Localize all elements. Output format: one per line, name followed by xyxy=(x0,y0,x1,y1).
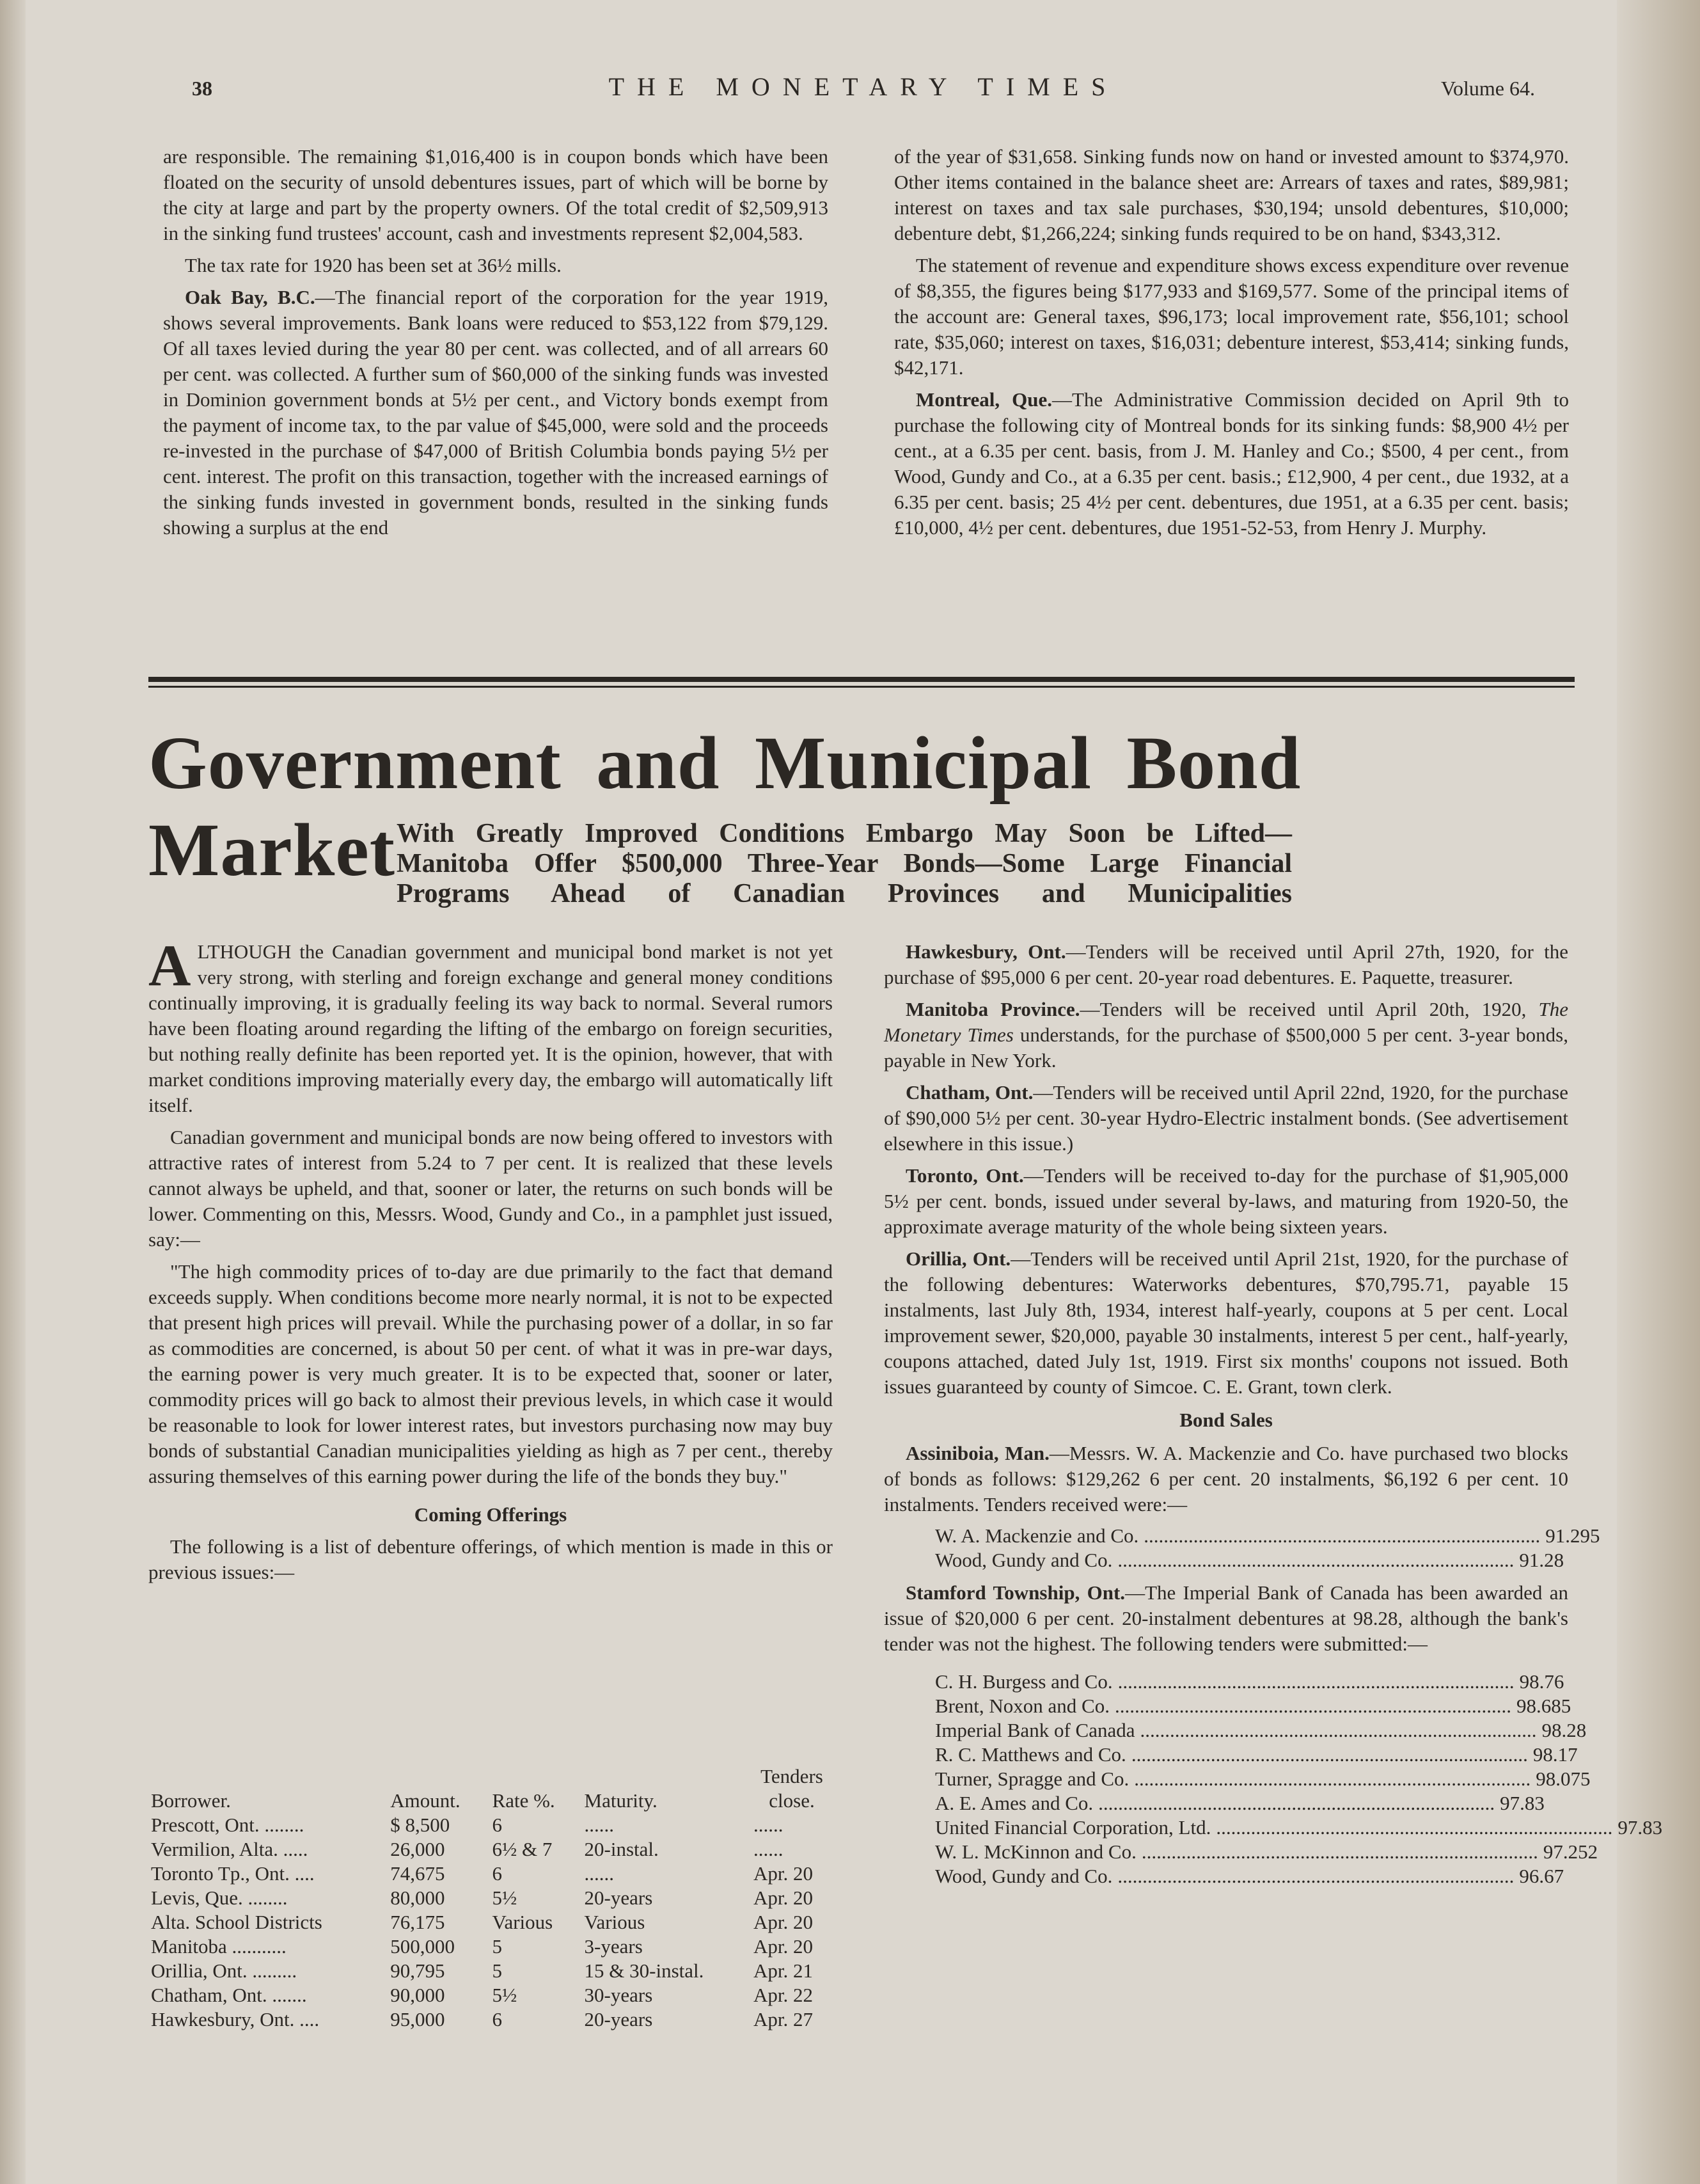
cell-maturity: ...... xyxy=(584,1862,615,1885)
tender-row xyxy=(935,1816,1663,1840)
cell-close: ...... xyxy=(753,1814,783,1836)
cell-borrower: Vermilion, Alta. ..... xyxy=(151,1838,308,1860)
dot-leader: ................................................................................ xyxy=(1140,1719,1537,1741)
top-left-column xyxy=(163,144,828,547)
page-number: 38 xyxy=(192,77,212,100)
dot-leader: ................................................................................ xyxy=(1117,1670,1515,1693)
paragraph-text: —The Administrative Commission decided on April 9th to purchase the following city of Montreal bonds for its sinking funds: $8,900 4½ per cent., at a 6.35 per cent. basis, from J. M. Hanley and Co.; $500, 4 per cent., from Wood, Gundy and Co., at a 6.35 per cent. basis.; £12,900, 4 per cent., due 1932, at a 6.35 per cent. basis; 25 4½ per cent. debentures, due 1951, at a 6.35 per cent. basis; £10,000, 4½ per cent. debentures, due 1951-52-53, from Henry J. Murphy. xyxy=(894,388,1569,539)
cell-close: Apr. 20 xyxy=(753,1862,813,1885)
paragraph xyxy=(884,1080,1568,1157)
paragraph-heading: Assiniboia, Man. xyxy=(906,1442,1050,1464)
paragraph xyxy=(884,1163,1568,1240)
tender-value: 91.295 xyxy=(1545,1524,1600,1547)
table-row xyxy=(148,1862,833,1886)
cell-amount: 76,175 xyxy=(390,1911,445,1933)
cell-rate: 6 xyxy=(492,1814,503,1836)
tender-name: United Financial Corporation, Ltd. xyxy=(935,1816,1211,1839)
tender-list xyxy=(884,1524,1600,1572)
dot-leader: ................................................................................ xyxy=(1144,1524,1541,1547)
paragraph-heading: Oak Bay, B.C. xyxy=(185,286,315,308)
column-header: Tenders close. xyxy=(760,1765,823,1812)
dot-leader: ................................................................................ xyxy=(1117,1865,1515,1887)
cell-rate: 6½ & 7 xyxy=(492,1838,553,1860)
table-row xyxy=(148,1983,833,2007)
tender-value: 91.28 xyxy=(1519,1549,1564,1571)
cell-rate: 5 xyxy=(492,1959,503,1982)
paragraph-text: —Tenders will be received until April 21st, 1920, for the purchase of the following debentures: Waterworks debentures, $70,795.71, payable 15 instalments, last July 8th, 1934, interest half-yearly, coupons at 5 per cent. Local improvement sewer, $20,000, payable 30 instalments, interest 5 per cent., half-yearly, coupons attached, dated July 1st, 1919. First six months' coupons not issued. Both issues guaranteed by county of Simcoe. C. E. Grant, town clerk. xyxy=(884,1247,1569,1398)
paragraph xyxy=(884,939,1568,990)
paragraph-heading: Chatham, Ont. xyxy=(906,1081,1034,1104)
page-edge xyxy=(1617,0,1700,2184)
cell-borrower: Alta. School Districts xyxy=(151,1911,322,1933)
tender-list xyxy=(884,1663,1663,1888)
cell-maturity: 20-years xyxy=(584,1887,653,1909)
cell-borrower: Orillia, Ont. ......... xyxy=(151,1959,297,1982)
cell-borrower: Levis, Que. ........ xyxy=(151,1887,288,1909)
cell-amount: 95,000 xyxy=(390,2008,445,2030)
publication-name: The Monetary Times xyxy=(884,998,1569,1046)
tender-row xyxy=(935,1670,1564,1694)
cell-maturity: Various xyxy=(584,1911,645,1933)
tender-row xyxy=(935,1524,1600,1548)
cell-rate: 6 xyxy=(492,1862,503,1885)
cell-close: Apr. 20 xyxy=(753,1911,813,1933)
tender-name: Turner, Spragge and Co. xyxy=(935,1768,1129,1790)
paragraph-text: understands, for the purchase of $500,000 5 per cent. 3-year bonds, payable in New York. xyxy=(884,1024,1568,1072)
tender-row xyxy=(935,1548,1564,1572)
tender-name: Wood, Gundy and Co. xyxy=(935,1549,1113,1571)
subhead-line: With Greatly Improved Conditions Embargo May Soon be Lifted— xyxy=(397,819,1292,848)
paragraph xyxy=(884,1246,1568,1400)
tender-value: 96.67 xyxy=(1519,1865,1564,1887)
column-header: Amount. xyxy=(390,1789,460,1812)
paragraph xyxy=(163,285,828,541)
cell-rate: 5½ xyxy=(492,1887,517,1909)
cell-borrower: Manitoba ........... xyxy=(151,1935,287,1958)
paragraph: of the year of $31,658. Sinking funds now on hand or invested amount to $374,970. Other items contained in the balance sheet are: Arrears of taxes and rates, $89,981; interest on taxes and tax sale purchases, $30,194; unsold debentures, $10,000; debenture debt, $1,266,224; sinking funds required to be on hand, $343,312. xyxy=(894,145,1569,244)
drop-cap: A xyxy=(148,933,191,998)
table-row xyxy=(148,1837,833,1862)
paragraph-text: —Messrs. W. A. Mackenzie and Co. have purchased two blocks of bonds as follows: $129,262 6 per cent. 20 instalments, $6,192 6 per cent. 10 instalments. Tenders received were:— xyxy=(884,1442,1568,1515)
subhead-line: Programs Ahead of Canadian Provinces and Municipalities xyxy=(397,879,1292,908)
column-header: Rate %. xyxy=(492,1789,555,1812)
tender-row xyxy=(935,1864,1564,1888)
dot-leader: ................................................................................ xyxy=(1134,1768,1531,1790)
tender-row xyxy=(935,1767,1591,1791)
main-left-column xyxy=(148,933,833,1592)
dot-leader: ................................................................................ xyxy=(1114,1695,1511,1717)
column-header: Maturity. xyxy=(584,1789,657,1812)
tender-name: C. H. Burgess and Co. xyxy=(935,1670,1113,1693)
table-row xyxy=(148,1886,833,1910)
tender-value: 98.17 xyxy=(1532,1743,1578,1766)
cell-amount: 90,000 xyxy=(390,1984,445,2006)
paragraph: The following is a list of debenture offerings, of which mention is made in this or previous issues:— xyxy=(148,1535,833,1583)
table-row xyxy=(148,1959,833,1983)
cell-rate: 5½ xyxy=(492,1984,517,2006)
cell-amount: 80,000 xyxy=(390,1887,445,1909)
binding-edge xyxy=(0,0,26,2184)
running-header xyxy=(192,72,1535,110)
cell-maturity: 20-years xyxy=(584,2008,653,2030)
cell-maturity: 20-instal. xyxy=(584,1838,659,1860)
dot-leader: ................................................................................ xyxy=(1131,1743,1528,1766)
paragraph-heading: Manitoba Province. xyxy=(906,998,1080,1020)
dot-leader: ................................................................................ xyxy=(1098,1792,1495,1814)
tender-value: 97.83 xyxy=(1617,1816,1663,1839)
tender-value: 98.76 xyxy=(1519,1670,1564,1693)
tender-row xyxy=(935,1718,1587,1743)
cell-amount: 74,675 xyxy=(390,1862,445,1885)
paragraph-heading: Orillia, Ont. xyxy=(906,1247,1011,1270)
cell-rate: Various xyxy=(492,1911,553,1933)
paragraph-text: —Tenders will be received until April 22nd, 1920, for the purchase of $90,000 5½ per cent. 30-year Hydro-Electric instalment bonds. (See advertisement elsewhere in this issue.) xyxy=(884,1081,1568,1155)
tender-name: Imperial Bank of Canada xyxy=(935,1719,1135,1741)
cell-close: ...... xyxy=(753,1838,783,1860)
cell-amount: $ 8,500 xyxy=(390,1814,450,1836)
subhead-line: Manitoba Offer $500,000 Three-Year Bonds—Some Large Financial xyxy=(397,849,1292,878)
cell-close: Apr. 27 xyxy=(753,2008,813,2030)
tender-name: Wood, Gundy and Co. xyxy=(935,1865,1113,1887)
dot-leader: ................................................................................ xyxy=(1117,1549,1515,1571)
tender-value: 97.252 xyxy=(1543,1840,1598,1863)
dot-leader: ................................................................................ xyxy=(1216,1816,1613,1839)
table-header-row xyxy=(148,1764,833,1813)
cell-borrower: Hawkesbury, Ont. .... xyxy=(151,2008,320,2030)
cell-maturity: 3-years xyxy=(584,1935,643,1958)
tender-name: R. C. Matthews and Co. xyxy=(935,1743,1126,1766)
dot-leader: ................................................................................ xyxy=(1141,1840,1538,1863)
tender-row xyxy=(935,1694,1571,1718)
tender-value: 98.685 xyxy=(1516,1695,1571,1717)
paragraph xyxy=(894,387,1569,541)
cell-close: Apr. 21 xyxy=(753,1959,813,1982)
tender-row xyxy=(935,1791,1543,1816)
main-right-column xyxy=(884,939,1663,1888)
cell-maturity: ...... xyxy=(584,1814,615,1836)
column-header: Borrower. xyxy=(151,1789,231,1812)
paragraph-text: —Tenders will be received to-day for the purchase of $1,905,000 5½ per cent. bonds, issued under several by-laws, and maturing from 1920-50, the approximate average maturity of the whole being sixteen years. xyxy=(884,1164,1568,1238)
quote-paragraph: "The high commodity prices of to-day are due primarily to the fact that demand exceeds supply. When conditions become more nearly normal, it is not to be expected that present high prices will prevail. While the purchasing power of a dollar, in so far as commodities are concerned, is about 50 per cent. of what it was in pre-war days, the earning power is very much greater. It is to be expected that, sooner or later, commodity prices will go back to almost their previous levels, in which case it would be reasonable to look for lower interest rates, but investors purchasing now may buy bonds of substantial Canadian municipalities yielding as high as 7 per cent., thereby assuring themselves of this earning power during the life of the bonds they buy." xyxy=(148,1260,833,1487)
cell-maturity: 15 & 30-instal. xyxy=(584,1959,704,1982)
paragraph: Canadian government and municipal bonds are now being offered to investors with attractive rates of interest from 5.24 to 7 per cent. It is realized that these levels cannot always be upheld, and that, sooner or later, the returns on such bonds will be lower. Commenting on this, Messrs. Wood, Gundy and Co., in a pamphlet just issued, say:— xyxy=(148,1126,833,1251)
paragraph xyxy=(884,1441,1568,1517)
paragraph: are responsible. The remaining $1,016,400 is in coupon bonds which have been floated on the security of unsold debentures issues, part of which will be borne by the city at large and part by the property owners. Of the total credit of $2,509,913 in the sinking fund trustees' account, cash and investments represent $2,004,583. xyxy=(163,145,828,244)
table-row xyxy=(148,1935,833,1959)
article-subheadline xyxy=(397,819,1292,909)
tender-name: Brent, Noxon and Co. xyxy=(935,1695,1110,1717)
tender-value: 97.83 xyxy=(1500,1792,1545,1814)
paragraph xyxy=(884,997,1568,1073)
offerings-table xyxy=(148,1764,833,2032)
tender-name: W. A. Mackenzie and Co. xyxy=(935,1524,1139,1547)
cell-borrower: Prescott, Ont. ........ xyxy=(151,1814,304,1836)
section-rule-thick xyxy=(148,677,1575,682)
publication-title: THE MONETARY TIMES xyxy=(608,72,1119,101)
paragraph-text: —Tenders will be received until April 27th, 1920, for the purchase of $95,000 6 per cent. 20-year road debentures. E. Paquette, treasurer. xyxy=(884,940,1568,988)
table-row xyxy=(148,1910,833,1935)
cell-amount: 26,000 xyxy=(390,1838,445,1860)
section-rule-thin xyxy=(148,686,1575,688)
section-heading-bond-sales: Bond Sales xyxy=(1179,1409,1273,1431)
paragraph-heading: Stamford Township, Ont. xyxy=(906,1581,1126,1604)
article-headline: Government and Municipal Bond Market xyxy=(148,721,1302,892)
paragraph: The statement of revenue and expenditure shows excess expenditure over revenue of $8,355, the figures being $177,933 and $169,577. Some of the principal items of the account are: General taxes, $96,173; local improvement rate, $56,101; school rate, $35,060; interest on taxes, $16,031; debenture interest, $53,414; sinking funds, $42,171. xyxy=(894,254,1569,379)
cell-close: Apr. 20 xyxy=(753,1887,813,1909)
paragraph-heading: Montreal, Que. xyxy=(916,388,1052,411)
cell-amount: 500,000 xyxy=(390,1935,455,1958)
cell-rate: 5 xyxy=(492,1935,503,1958)
volume-label: Volume 64. xyxy=(1441,77,1535,100)
paragraph-text: —Tenders will be received until April 20th, 1920, xyxy=(1080,998,1527,1020)
paragraph-heading: Toronto, Ont. xyxy=(906,1164,1024,1187)
cell-maturity: 30-years xyxy=(584,1984,653,2006)
cell-borrower: Chatham, Ont. ....... xyxy=(151,1984,307,2006)
paragraph-text: LTHOUGH the Canadian government and municipal bond market is not yet very strong, with sterling and foreign exchange and general money conditions continually improving, it is gradually feeling its way back to normal. Several rumors have been floating around regarding the lifting of the embargo on foreign securities, but nothing really definite has been reported yet. It is the opinion, however, that with market conditions improving materially every day, the embargo will automatically lift itself. xyxy=(148,940,833,1116)
section-heading-coming-offerings: Coming Offerings xyxy=(414,1503,567,1526)
lead-paragraph xyxy=(148,933,833,1118)
tender-row xyxy=(935,1743,1578,1767)
cell-close: Apr. 20 xyxy=(753,1935,813,1958)
tender-value: 98.075 xyxy=(1536,1768,1591,1790)
tender-name: A. E. Ames and Co. xyxy=(935,1792,1094,1814)
tender-row xyxy=(935,1840,1598,1864)
cell-close: Apr. 22 xyxy=(753,1984,813,2006)
top-right-column xyxy=(894,144,1569,547)
paragraph xyxy=(884,1580,1568,1657)
paragraph-heading: Hawkesbury, Ont. xyxy=(906,940,1066,963)
tender-value: 98.28 xyxy=(1541,1719,1587,1741)
paragraph-text: —The Imperial Bank of Canada has been awarded an issue of $20,000 6 per cent. 20-instalment debentures at 98.28, although the bank's tender was not the highest. The following tenders were submitted:— xyxy=(884,1581,1568,1655)
cell-amount: 90,795 xyxy=(390,1959,445,1982)
paragraph: The tax rate for 1920 has been set at 36½ mills. xyxy=(185,254,562,276)
cell-borrower: Toronto Tp., Ont. .... xyxy=(151,1862,315,1885)
cell-rate: 6 xyxy=(492,2008,503,2030)
tender-name: W. L. McKinnon and Co. xyxy=(935,1840,1137,1863)
table-row xyxy=(148,1813,833,1837)
paragraph-text: —The financial report of the corporation for the year 1919, shows several improvements. Bank loans were reduced to $53,122 from $79,129. Of all taxes levied during the year 80 per cent. was collected, and of all arrears 60 per cent. was collected. A further sum of $60,000 of the sinking funds was invested in Dominion government bonds at 5½ per cent., and Victory bonds exempt from the payment of income tax, to the par value of $45,000, were sold and the proceeds re-invested in the purchase of $47,000 of British Columbia bonds paying 5½ per cent. interest. The profit on this transaction, together with the increased earnings of the sinking funds invested in government bonds, resulted in the sinking funds showing a surplus at the end xyxy=(163,286,828,539)
table-row xyxy=(148,2007,833,2032)
